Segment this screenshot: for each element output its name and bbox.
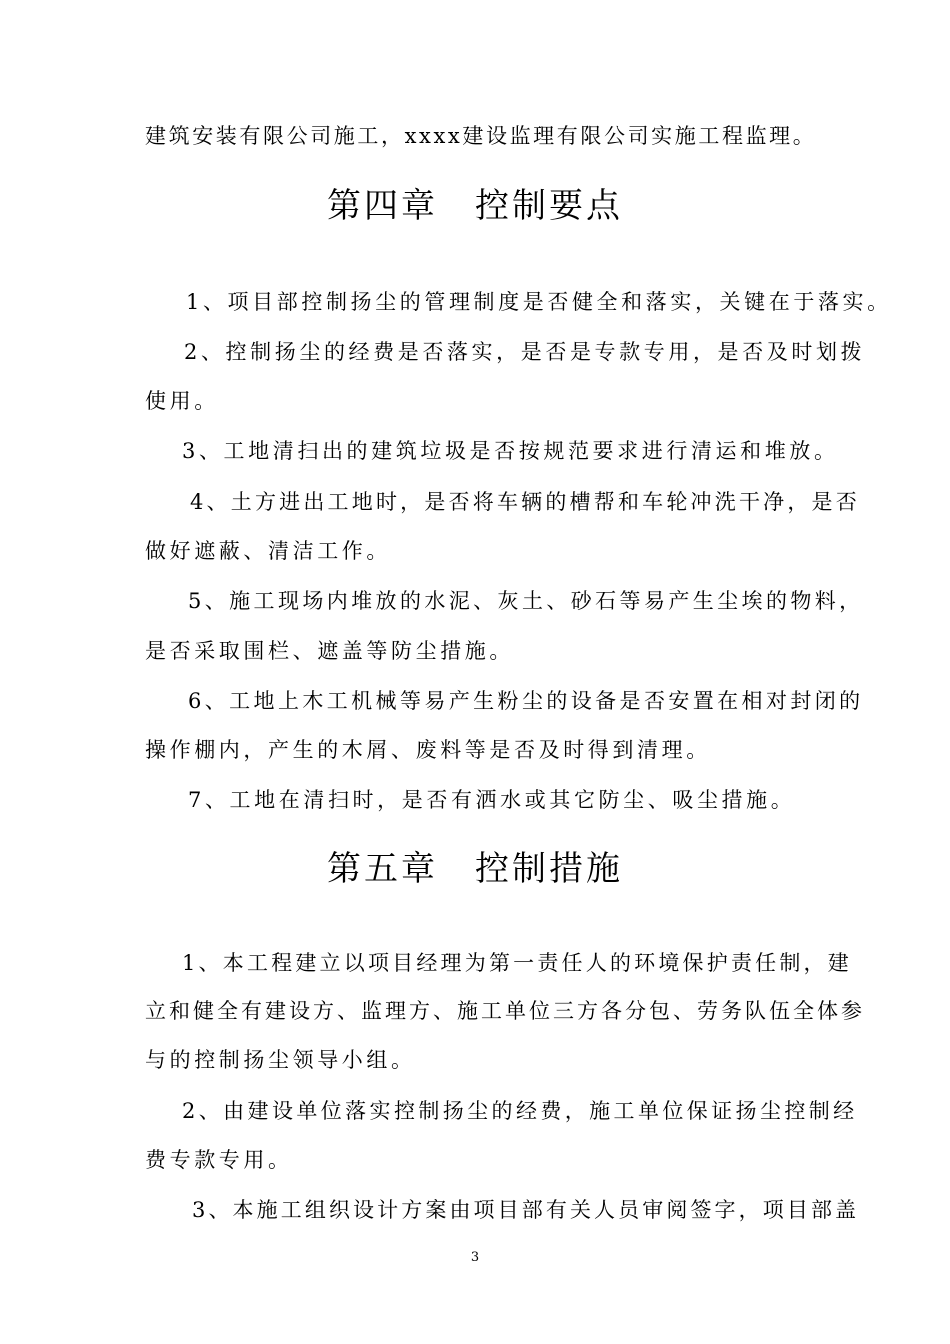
chapter-4-item-4-cont: 做好遮蔽、清洁工作。 <box>145 539 391 563</box>
chapter-5-item-2: 2、由建设单位落实控制扬尘的经费，施工单位保证扬尘控制经 <box>182 1099 858 1123</box>
chapter-4-item-6-cont: 操作棚内，产生的木屑、废料等是否及时得到清理。 <box>145 738 711 762</box>
chapter-5-item-3: 3、本施工组织设计方案由项目部有关人员审阅签字，项目部盖 <box>192 1198 860 1222</box>
chapter-5-item-1-cont-2: 与的控制扬尘领导小组。 <box>145 1048 416 1072</box>
chapter-4-item-1: 1、项目部控制扬尘的管理制度是否健全和落实，关键在于落实。 <box>186 290 892 314</box>
chapter-4-item-2: 2、控制扬尘的经费是否落实，是否是专款专用，是否及时划拨 <box>184 340 866 364</box>
chapter-5-item-2-cont: 费专款专用。 <box>145 1148 293 1172</box>
intro-line: 建筑安装有限公司施工，xxxx建设监理有限公司实施工程监理。 <box>145 124 817 148</box>
chapter-4-item-3: 3、工地清扫出的建筑垃圾是否按规范要求进行清运和堆放。 <box>182 439 839 463</box>
chapter-4-item-5: 5、施工现场内堆放的水泥、灰土、砂石等易产生尘埃的物料， <box>188 589 864 613</box>
chapter-4-item-6: 6、工地上木工机械等易产生粉尘的设备是否安置在相对封闭的 <box>188 689 864 713</box>
chapter-4-item-7: 7、工地在清扫时，是否有洒水或其它防尘、吸尘措施。 <box>188 788 796 812</box>
chapter-4-heading: 第四章 控制要点 <box>327 186 623 226</box>
chapter-5-item-1: 1、本工程建立以项目经理为第一责任人的环境保护责任制，建 <box>182 951 852 975</box>
chapter-5-heading: 第五章 控制措施 <box>327 849 623 889</box>
chapter-4-item-2-cont: 使用。 <box>145 389 219 413</box>
page-number: 3 <box>470 1250 480 1265</box>
chapter-4-item-5-cont: 是否采取围栏、遮盖等防尘措施。 <box>145 639 514 663</box>
chapter-4-item-4: 4、土方进出工地时，是否将车辆的槽帮和车轮冲洗干净，是否 <box>190 490 860 514</box>
chapter-5-item-1-cont: 立和健全有建设方、监理方、施工单位三方各分包、劳务队伍全体参 <box>145 999 865 1023</box>
